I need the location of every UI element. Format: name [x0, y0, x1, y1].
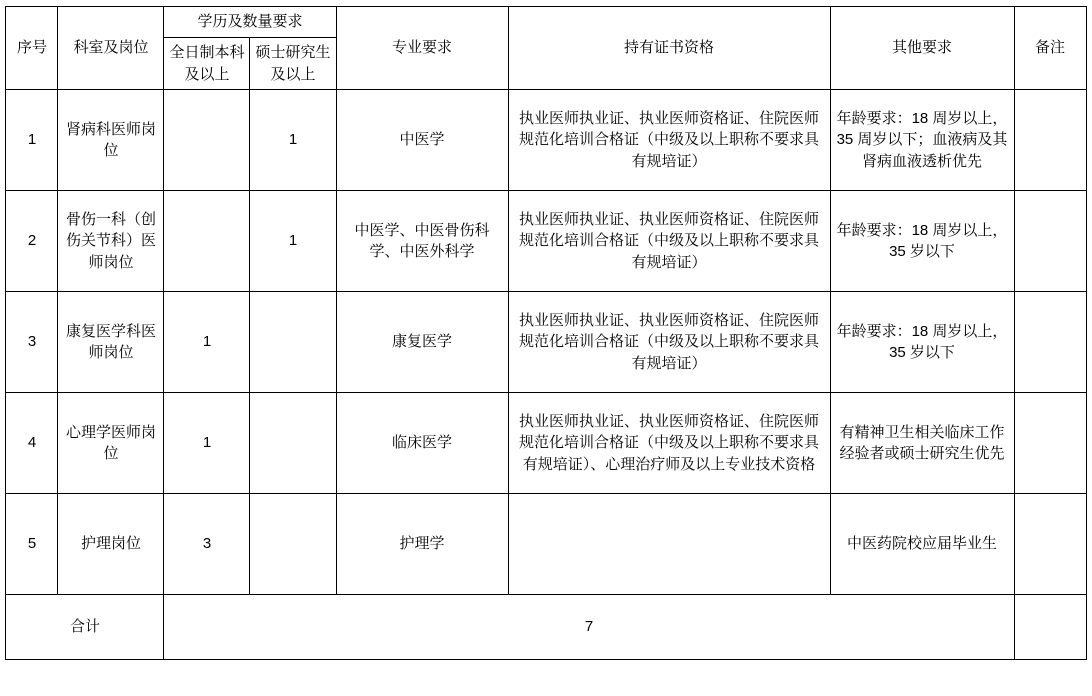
- total-value: 7: [164, 595, 1014, 660]
- row-no: 4: [6, 393, 58, 494]
- row-remark: [1014, 191, 1086, 292]
- row-master-count: 1: [250, 191, 336, 292]
- header-major: 专业要求: [336, 7, 508, 90]
- row-master-count: [250, 494, 336, 595]
- row-certificate: 执业医师执业证、执业医师资格证、住院医师规范化培训合格证（中级及以上职称不要求具有规培证）: [508, 90, 830, 191]
- total-row: [6, 595, 1086, 660]
- row-remark: [1014, 494, 1086, 595]
- row-no: 5: [6, 494, 58, 595]
- row-dept: 肾病科医师岗位: [58, 90, 164, 191]
- header-no: 序号: [6, 7, 58, 90]
- row-master-count: [250, 393, 336, 494]
- row-master-count: 1: [250, 90, 336, 191]
- row-bachelor-count: [164, 90, 250, 191]
- row-bachelor-count: 1: [164, 393, 250, 494]
- row-major: 中医学: [336, 90, 508, 191]
- row-other: 年龄要求：18 周岁以上，35 岁以下: [830, 292, 1014, 393]
- row-major: 护理学: [336, 494, 508, 595]
- row-major: 康复医学: [336, 292, 508, 393]
- table-row: [6, 191, 1086, 292]
- row-master-count: [250, 292, 336, 393]
- row-major: 临床医学: [336, 393, 508, 494]
- row-dept: 康复医学科医师岗位: [58, 292, 164, 393]
- row-major: 中医学、中医骨伤科学、中医外科学: [336, 191, 508, 292]
- row-no: 1: [6, 90, 58, 191]
- row-certificate: [508, 494, 830, 595]
- table-header: [6, 7, 1086, 90]
- row-no: 2: [6, 191, 58, 292]
- row-remark: [1014, 90, 1086, 191]
- table-row: [6, 292, 1086, 393]
- row-remark: [1014, 292, 1086, 393]
- total-remark: [1014, 595, 1086, 660]
- row-bachelor-count: 3: [164, 494, 250, 595]
- table-body: [6, 90, 1086, 660]
- row-no: 3: [6, 292, 58, 393]
- header-remark: 备注: [1014, 7, 1086, 90]
- row-bachelor-count: [164, 191, 250, 292]
- header-row-top: [6, 7, 1086, 38]
- row-certificate: 执业医师执业证、执业医师资格证、住院医师规范化培训合格证（中级及以上职称不要求具有规培证）: [508, 292, 830, 393]
- row-certificate: 执业医师执业证、执业医师资格证、住院医师规范化培训合格证（中级及以上职称不要求具有规培证）: [508, 191, 830, 292]
- header-other: 其他要求: [830, 7, 1014, 90]
- table-row: [6, 90, 1086, 191]
- table-row: [6, 494, 1086, 595]
- header-bachelor: 全日制本科及以上: [164, 37, 250, 90]
- total-label: 合计: [6, 595, 164, 660]
- row-dept: 心理学医师岗位: [58, 393, 164, 494]
- row-bachelor-count: 1: [164, 292, 250, 393]
- header-education-group: 学历及数量要求: [164, 7, 336, 38]
- header-master: 硕士研究生及以上: [250, 37, 336, 90]
- row-other: 有精神卫生相关临床工作经验者或硕士研究生优先: [830, 393, 1014, 494]
- header-dept: 科室及岗位: [58, 7, 164, 90]
- table-row: [6, 393, 1086, 494]
- header-certificate: 持有证书资格: [508, 7, 830, 90]
- row-other: 中医药院校应届毕业生: [830, 494, 1014, 595]
- row-dept: 骨伤一科（创伤关节科）医师岗位: [58, 191, 164, 292]
- row-certificate: 执业医师执业证、执业医师资格证、住院医师规范化培训合格证（中级及以上职称不要求具有规培证）、心理治疗师及以上专业技术资格: [508, 393, 830, 494]
- row-other: 年龄要求：18 周岁以上，35 周岁以下；血液病及其肾病血液透析优先: [830, 90, 1014, 191]
- row-dept: 护理岗位: [58, 494, 164, 595]
- row-remark: [1014, 393, 1086, 494]
- recruitment-table: [5, 6, 1086, 660]
- row-other: 年龄要求：18 周岁以上，35 岁以下: [830, 191, 1014, 292]
